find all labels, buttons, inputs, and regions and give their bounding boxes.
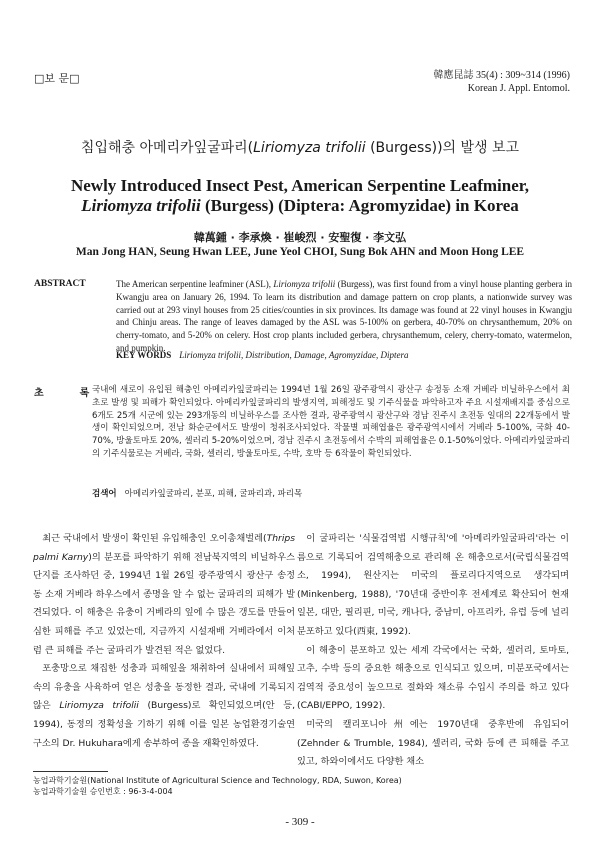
page-number: - 309 - [285,816,315,828]
body-paragraph: 미국의 캘리포니아州에는 1970년대 중후반에 유입되어(Zehnder & Trumble, 1984), 셀러리, 국화 등에 큰 피해를 주고 있고, 하와이에서도 다양한 채소 [297,718,569,768]
footnote-divider [33,771,108,772]
korean-keywords-label: 검색어 [92,489,117,499]
body-paragraph: 포충망으로 채집한 성충과 피해잎을 채취하여 실내에서 피해잎 속의 유충을 사육하여 얻은 성충을 동정한 결과, 국내에 기록되지 않은 Liriomyza trifolii (Burgess)로 확인되었으며(안 등, 1994), 동정의 정확성을 기하기 위해 이를 일본 농업환경기술연구소의 Dr. Hukuhara에게 송부하여 종을 재확인하였다. [33,663,296,749]
title-english [0,176,600,216]
footnotes [33,775,402,797]
korean-keywords [92,487,302,499]
footnote-affiliation: 농업과학기술원(National Institute of Agricultural Science and Technology, RDA, Suwon, Korea) [33,776,402,785]
body-paragraph: 이 해충이 분포하고 있는 세계 각국에서는 국화, 셀러리, 토마토, 고추, 수박 등의 중요한 해충으로 인식되고 있으며, 미분포국에서는 검역적 중요성이 높으므로 절화와 채소류 수입시 주의를 하고 있다(CABI/EPPO, 1992). [297,644,569,712]
keywords-label: KEY WORDS [116,350,172,360]
body-column-right [297,530,569,772]
journal-citation [433,69,570,95]
title-korean: 침입해충 아메리카잎굴파리(Liriomyza trifolii (Burgess))의 발생 보고 [80,140,520,156]
authors-hanja: 韓萬鍾 · 李承煥 · 崔峻烈 · 安聖復 · 李文弘 [193,231,407,244]
article-type-label: □보 문□ [34,72,80,85]
korean-keywords-list: 아메리카잎굴파리, 분포, 피해, 굴파리과, 파리목 [124,489,303,499]
journal-name-en: Korean J. Appl. Entomol. [467,83,570,94]
abstract-label: ABSTRACT [34,279,86,289]
korean-abstract-text: 국내에 새로이 유입된 해충인 아메리카잎굴파리는 1994년 1월 26일 광주광역시 광산구 송정동 소재 거베라 비닐하우스에서 최초로 발생 및 피해가 확인되었다. 아메리카잎굴파리의 발생지역, 피해정도 및 기주식물을 파악하고자 주요 시설재배지를 중심으로 6개도 25개 시군에 있는 293개동의 비닐하우스를 조사한 결과, 광주광역시 광산구와 경남 진주시 초전동 일대의 22개동에서 발생이 확인되었으며, 전남 화순군에서도 발생이 청취조사되었다. 작물별 피해엽율은 광주광역시에서 거베라 5-100%, 국화 40-70%, 방울토마토 20%, 셀러리 5-20%이었으며, 경남 진주시 초전동에서 수박의 피해엽율은 0.1-50%이었다. 아메리카잎굴파리의 기주식물로는 거베라, 국화, 셀러리, 방울토마토, 수박, 호박 등 6작물이 확인되었다. [92,385,570,459]
authors-english: Man Jong HAN, Seung Hwan LEE, June Yeol CHOI, Sung Bok AHN and Moon Hong LEE [75,246,525,258]
keywords [116,350,572,360]
title-english-line2: Liriomyza trifolii (Burgess) (Diptera: Agromyzidae) in Korea [81,196,519,215]
title-english-line1: Newly Introduced Insect Pest, American Serpentine Leafminer, [70,176,529,195]
journal-name-ko: 韓應昆誌 35(4) : 309~314 (1996) [433,70,570,81]
body-column-left [33,530,295,753]
korean-abstract-label: 초록 [34,388,126,399]
body-paragraph: 이 굴파리는 '식물검역법 시행규칙'에 '아메리카잎굴파리'라는 이름으로 기록되어 검역해충으로 관리해 온 해충으로서(국립식물검역소, 1994), 원산지는 미국의 플로리다지역으로 생각되며(Minkenberg, 1988), '70년대 중반이후 전세계로 확산되어 현재 일본, 대만, 필리핀, 미국, 캐나다, 중남미, 아프리카, 유럽 등에 널리 분포하고 있다(西東, 1992). [297,533,569,637]
body-paragraph: 최근 국내에서 발생이 확인된 유입해충인 오이총채벌레(Thrips palmi Karny)의 분포를 파악하기 위해 전남북지역의 비닐하우스단지를 조사하던 중, 1994년 1월 26일 광주광역시 광산구 송정동 소재 거베라 하우스에서 종명을 알 수 없는 굴파리의 피해가 발견되었다. 이 해충은 유충이 거베라의 잎에 수 많은 갱도를 만들어 심한 피해를 주고 있었는데, 지금까지 시설재배 거베라에서 이처럼 큰 피해를 주는 굴파리가 발견된 적은 없었다. [33,533,295,656]
abstract-text: The American serpentine leafminer (ASL), Liriomyza trifolii (Burgess), was first found from a vinyl house planting gerbera in Kwangju area on January 26, 1994. To learn its distribution and damage pattern on crop plants, a nationwide survey was carried out at 293 vinyl houses from 25 cities/counties in six provinces. Its damage was found at 22 vinyl houses in Kwangju and Chinju areas. The range of leaves damaged by the ASL was 5-100% on gerbera, 40-70% on chrysanthemum, 20% on cherry-tomato, and 5-20% on celery. Host crop plants included gerbera, chrysanthemum, celery, cherry-tomato, watermelon, and pumpkin. [116,279,573,353]
keywords-list: Liriomyza trifolii, Distribution, Damage, Agromyzidae, Diptera [179,350,409,360]
footnote-approval: 농업과학기술원 승인번호 : 96-3-4-004 [33,787,173,796]
